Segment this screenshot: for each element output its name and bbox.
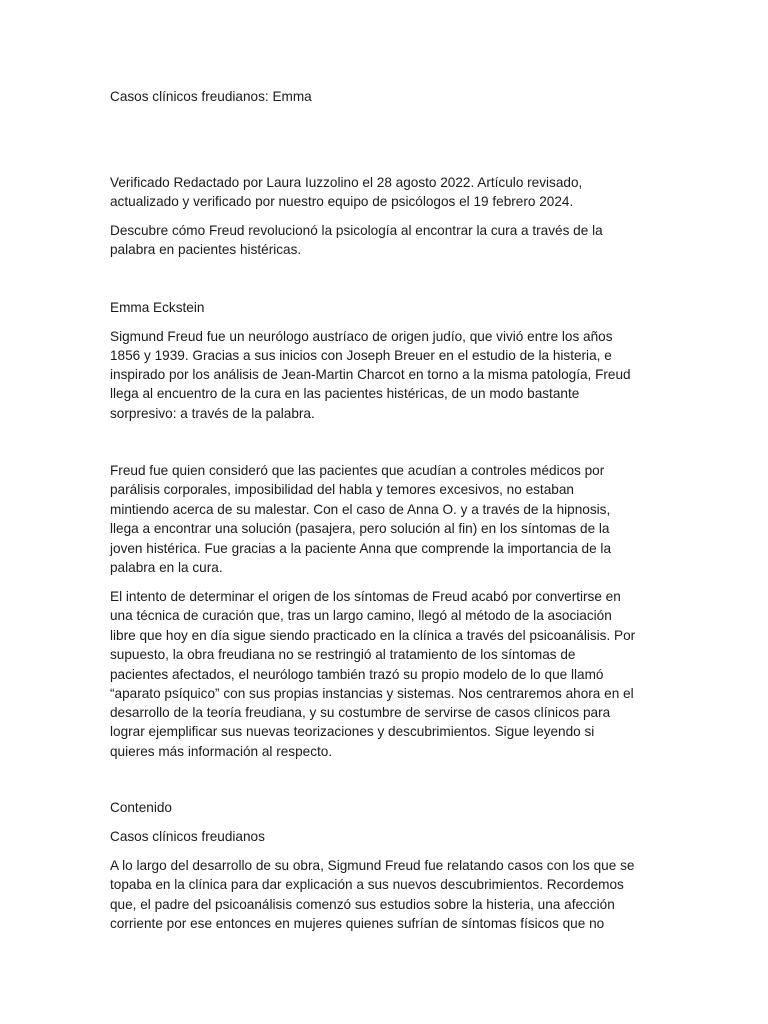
- paragraph-line: “aparato psíquico” con sus propias instancias y sistemas. Nos centraremos ahora en el: [110, 686, 634, 701]
- paragraph-line: El intento de determinar el origen de los síntomas de Freud acabó por convertirse en: [110, 589, 621, 604]
- paragraph-line: sorpresivo: a través de la palabra.: [110, 406, 315, 421]
- verification-line: Verificado Redactado por Laura Iuzzolino el 28 agosto 2022. Artículo revisado,: [110, 175, 583, 190]
- paragraph-line: supuesto, la obra freudiana no se restringió al tratamiento de los síntomas de: [110, 647, 576, 662]
- paragraph-line: quieres más información al respecto.: [110, 744, 333, 759]
- paragraph-line: Freud fue quien consideró que las pacientes que acudían a controles médicos por: [110, 463, 605, 478]
- paragraph-line: llega a encontrar una solución (pasajera, pero solución al fin) en los síntomas de la: [110, 521, 610, 536]
- verification-line: actualizado y verificado por nuestro equipo de psicólogos el 19 febrero 2024.: [110, 194, 574, 209]
- paragraph-line: lograr ejemplificar sus nuevas teorizaciones y descubrimientos. Sigue leyendo si: [110, 724, 595, 739]
- paragraph-line: Sigmund Freud fue un neurólogo austríaco de origen judío, que vivió entre los años: [110, 329, 613, 344]
- intro-line: Descubre cómo Freud revolucionó la psicología al encontrar la cura a través de la: [110, 223, 603, 238]
- section-heading-contenido: Contenido: [110, 800, 172, 815]
- paragraph-line: joven histérica. Fue gracias a la paciente Anna que comprende la importancia de la: [110, 541, 612, 556]
- paragraph-line: mintiendo acerca de su malestar. Con el caso de Anna O. y a través de la hipnosis,: [110, 502, 611, 517]
- section-heading-casos: Casos clínicos freudianos: [110, 829, 265, 844]
- paragraph-line: palabra en la cura.: [110, 560, 223, 575]
- document-title: Casos clínicos freudianos: Emma: [110, 89, 312, 104]
- section-heading-emma: Emma Eckstein: [110, 300, 205, 315]
- paragraph-line: parálisis corporales, imposibilidad del habla y temores excesivos, no estaban: [110, 482, 574, 497]
- paragraph-line: libre que hoy en día sigue siendo practicado en la clínica a través del psicoanálisis. Por: [110, 628, 636, 643]
- paragraph-line: llega al encuentro de la cura en las pacientes histéricas, de un modo bastante: [110, 386, 580, 401]
- intro-line: palabra en pacientes histéricas.: [110, 242, 302, 257]
- paragraph-line: desarrollo de la teoría freudiana, y su costumbre de servirse de casos clínicos para: [110, 705, 611, 720]
- paragraph-line: A lo largo del desarrollo de su obra, Sigmund Freud fue relatando casos con los que se: [110, 858, 635, 873]
- paragraph-line: corriente por ese entonces en mujeres quienes sufrían de síntomas físicos que no: [110, 916, 605, 931]
- paragraph-line: 1856 y 1939. Gracias a sus inicios con Joseph Breuer en el estudio de la histeria, e: [110, 348, 612, 363]
- paragraph-line: pacientes afectados, el neurólogo también trazó su propio modelo de lo que llamó: [110, 667, 604, 682]
- paragraph-line: topaba en la clínica para dar explicación a sus nuevos descubrimientos. Recordemos: [110, 877, 624, 892]
- paragraph-line: inspirado por los análisis de Jean-Martin Charcot en torno a la misma patología, Freud: [110, 367, 631, 382]
- paragraph-line: que, el padre del psicoanálisis comenzó sus estudios sobre la histeria, una afección: [110, 897, 615, 912]
- paragraph-line: una técnica de curación que, tras un largo camino, llegó al método de la asociación: [110, 608, 612, 623]
